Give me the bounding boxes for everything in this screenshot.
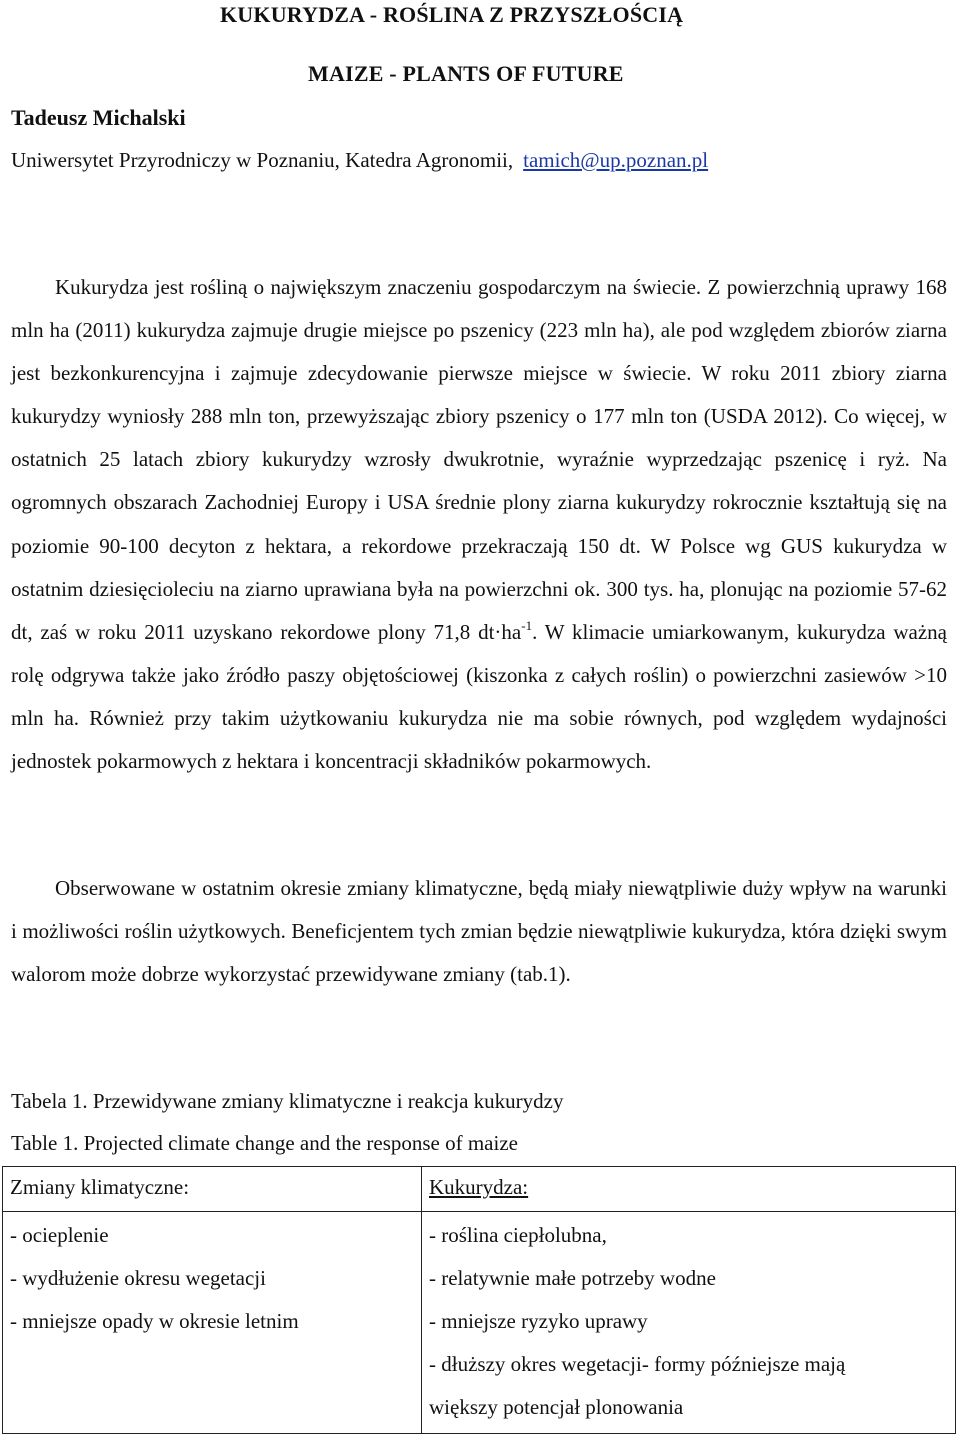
list-item: większy potencjał plonowania <box>429 1395 684 1419</box>
title-polish: KUKURYDZA - ROŚLINA Z PRZYSZŁOŚCIĄ <box>220 2 684 27</box>
list-item: - mniejsze opady w okresie letnim <box>10 1309 299 1333</box>
header-climate-changes: Zmiany klimatyczne: <box>3 1167 422 1212</box>
table-caption-polish: Tabela 1. Przewidywane zmiany klimatyczne i reakcja kukurydzy <box>11 1089 564 1113</box>
table-header-row <box>3 1167 956 1212</box>
list-item: - roślina ciepłolubna, <box>429 1223 607 1247</box>
superscript-minus-one: -1 <box>521 617 533 633</box>
email-link[interactable]: tamich@up.poznan.pl <box>523 148 709 172</box>
climate-changes-cell <box>3 1212 422 1434</box>
paragraph-intro <box>11 266 947 783</box>
paragraph-intro-text-start: Kukurydza jest rośliną o największym znaczeniu gospodarczym na świecie. Z powierzchnią uprawy 168 mln ha (2011) kukurydza zajmuje drugie miejsce po pszenicy (223 mln ha), ale pod względem zbiorów ziarna jest bezkonkurencyjna i zajmuje zdecydowanie pierwsze miejsce w świecie. W roku 2011 zbiory ziarna kukurydzy wyniosły 288 mln ton, przewyższając zbiory pszenicy o 177 mln ton (USDA 2012). Co więcej, w ostatnich 25 latach zbiory kukurydzy wzrosły dwukrotnie, wyraźnie wyprzedzając pszenicę i ryż. Na ogromnych obszarach Zachodniej Europy i USA średnie plony ziarna kukurydzy rokrocznie kształtują się na poziomie 90-100 decyton z hektara, a rekordowe przekraczają 150 dt. W Polsce wg GUS kukurydza w ostatnim dziesięcioleciu na ziarno uprawiana była na powierzchni ok. 300 tys. ha, plonując na poziomie 57-62 dt, zaś w roku 2011 uzyskano rekordowe plony 71,8 dt·ha <box>11 275 947 644</box>
affiliation-text: Uniwersytet Przyrodniczy w Poznaniu, Katedra Agronomii, <box>11 148 514 172</box>
list-item: - relatywnie małe potrzeby wodne <box>429 1266 716 1290</box>
list-item: - ocieplenie <box>10 1223 109 1247</box>
list-item: - dłuższy okres wegetacji- formy późniejsze mają <box>429 1352 846 1376</box>
climate-maize-table <box>2 1166 956 1434</box>
list-item: - mniejsze ryzyko uprawy <box>429 1309 648 1333</box>
affiliation-line <box>11 148 708 173</box>
list-item: - wydłużenie okresu wegetacji <box>10 1266 266 1290</box>
paragraph-intro-text-end: . W klimacie umiarkowanym, kukurydza ważną rolę odgrywa także jako źródło paszy objętościowej (kiszonka z całych roślin) o powierzchni zasiewów >10 mln ha. Również przy takim użytkowaniu kukurydza nie ma sobie równych, pod względem wydajności jednostek pokarmowych z hektara i koncentracji składników pokarmowych. <box>11 619 947 774</box>
title-english: MAIZE - PLANTS OF FUTURE <box>308 61 624 86</box>
paragraph-climate: Obserwowane w ostatnim okresie zmiany klimatyczne, będą miały niewątpliwie duży wpływ na warunki i możliwości roślin użytkowych. Beneficjentem tych zmian będzie niewątpliwie kukurydza, która dzięki swym walorom może dobrze wykorzystać przewidywane zmiany (tab.1). <box>11 876 947 987</box>
header-maize-label: Kukurydza: <box>429 1175 529 1199</box>
maize-response-cell <box>422 1212 956 1434</box>
header-maize <box>422 1167 956 1212</box>
author-name: Tadeusz Michalski <box>11 105 186 130</box>
table-caption-english: Table 1. Projected climate change and the response of maize <box>11 1131 518 1155</box>
table-row <box>3 1212 956 1434</box>
